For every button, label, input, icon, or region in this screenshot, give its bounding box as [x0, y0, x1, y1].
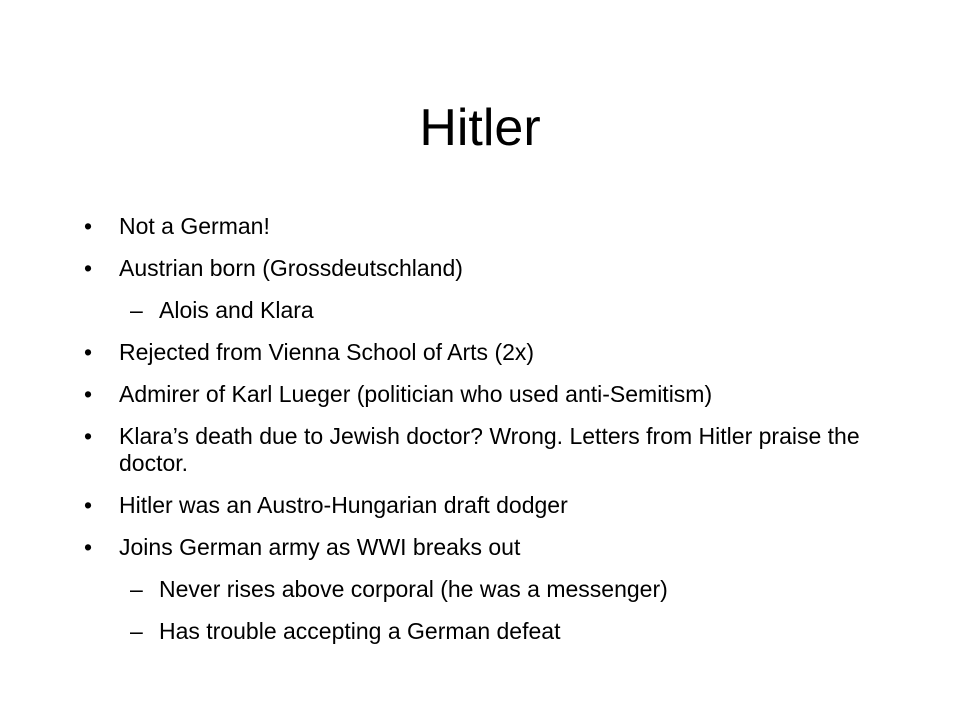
- bullet-item: [84, 381, 904, 408]
- bullet-text: Not a German!: [119, 213, 270, 239]
- bullet-item: [84, 534, 904, 561]
- bullet-marker: •: [84, 534, 93, 560]
- bullet-text: Hitler was an Austro-Hungarian draft dodger: [119, 492, 568, 518]
- sub-bullet-text: Never rises above corporal (he was a messenger): [159, 576, 668, 602]
- sub-bullet-text: Alois and Klara: [159, 297, 314, 323]
- bullet-marker: •: [84, 492, 93, 518]
- sub-bullet-item: [84, 576, 904, 603]
- sub-bullet-text: Has trouble accepting a German defeat: [159, 618, 561, 644]
- bullet-text: Klara’s death due to Jewish doctor? Wrong. Letters from Hitler praise the doctor.: [119, 423, 860, 476]
- bullet-item: [84, 423, 904, 477]
- bullet-text: Austrian born (Grossdeutschland): [119, 255, 463, 281]
- bullet-text: Rejected from Vienna School of Arts (2x): [119, 339, 535, 365]
- dash-marker: –: [130, 618, 143, 644]
- sub-bullet-item: [84, 618, 904, 645]
- slide-title: Hitler: [419, 99, 541, 157]
- dash-marker: –: [130, 576, 143, 602]
- bullet-marker: •: [84, 339, 93, 365]
- sub-bullet-item: [84, 297, 904, 324]
- bullet-marker: •: [84, 381, 93, 407]
- bullet-text: Admirer of Karl Lueger (politician who used anti-Semitism): [119, 381, 713, 407]
- bullet-item: [84, 255, 904, 282]
- bullet-text: Joins German army as WWI breaks out: [119, 534, 521, 560]
- bullet-marker: •: [84, 423, 93, 449]
- bullet-marker: •: [84, 213, 93, 239]
- bullet-item: [84, 213, 904, 240]
- bullet-list: [84, 213, 904, 660]
- dash-marker: –: [130, 297, 143, 323]
- bullet-item: [84, 492, 904, 519]
- bullet-item: [84, 339, 904, 366]
- bullet-marker: •: [84, 255, 93, 281]
